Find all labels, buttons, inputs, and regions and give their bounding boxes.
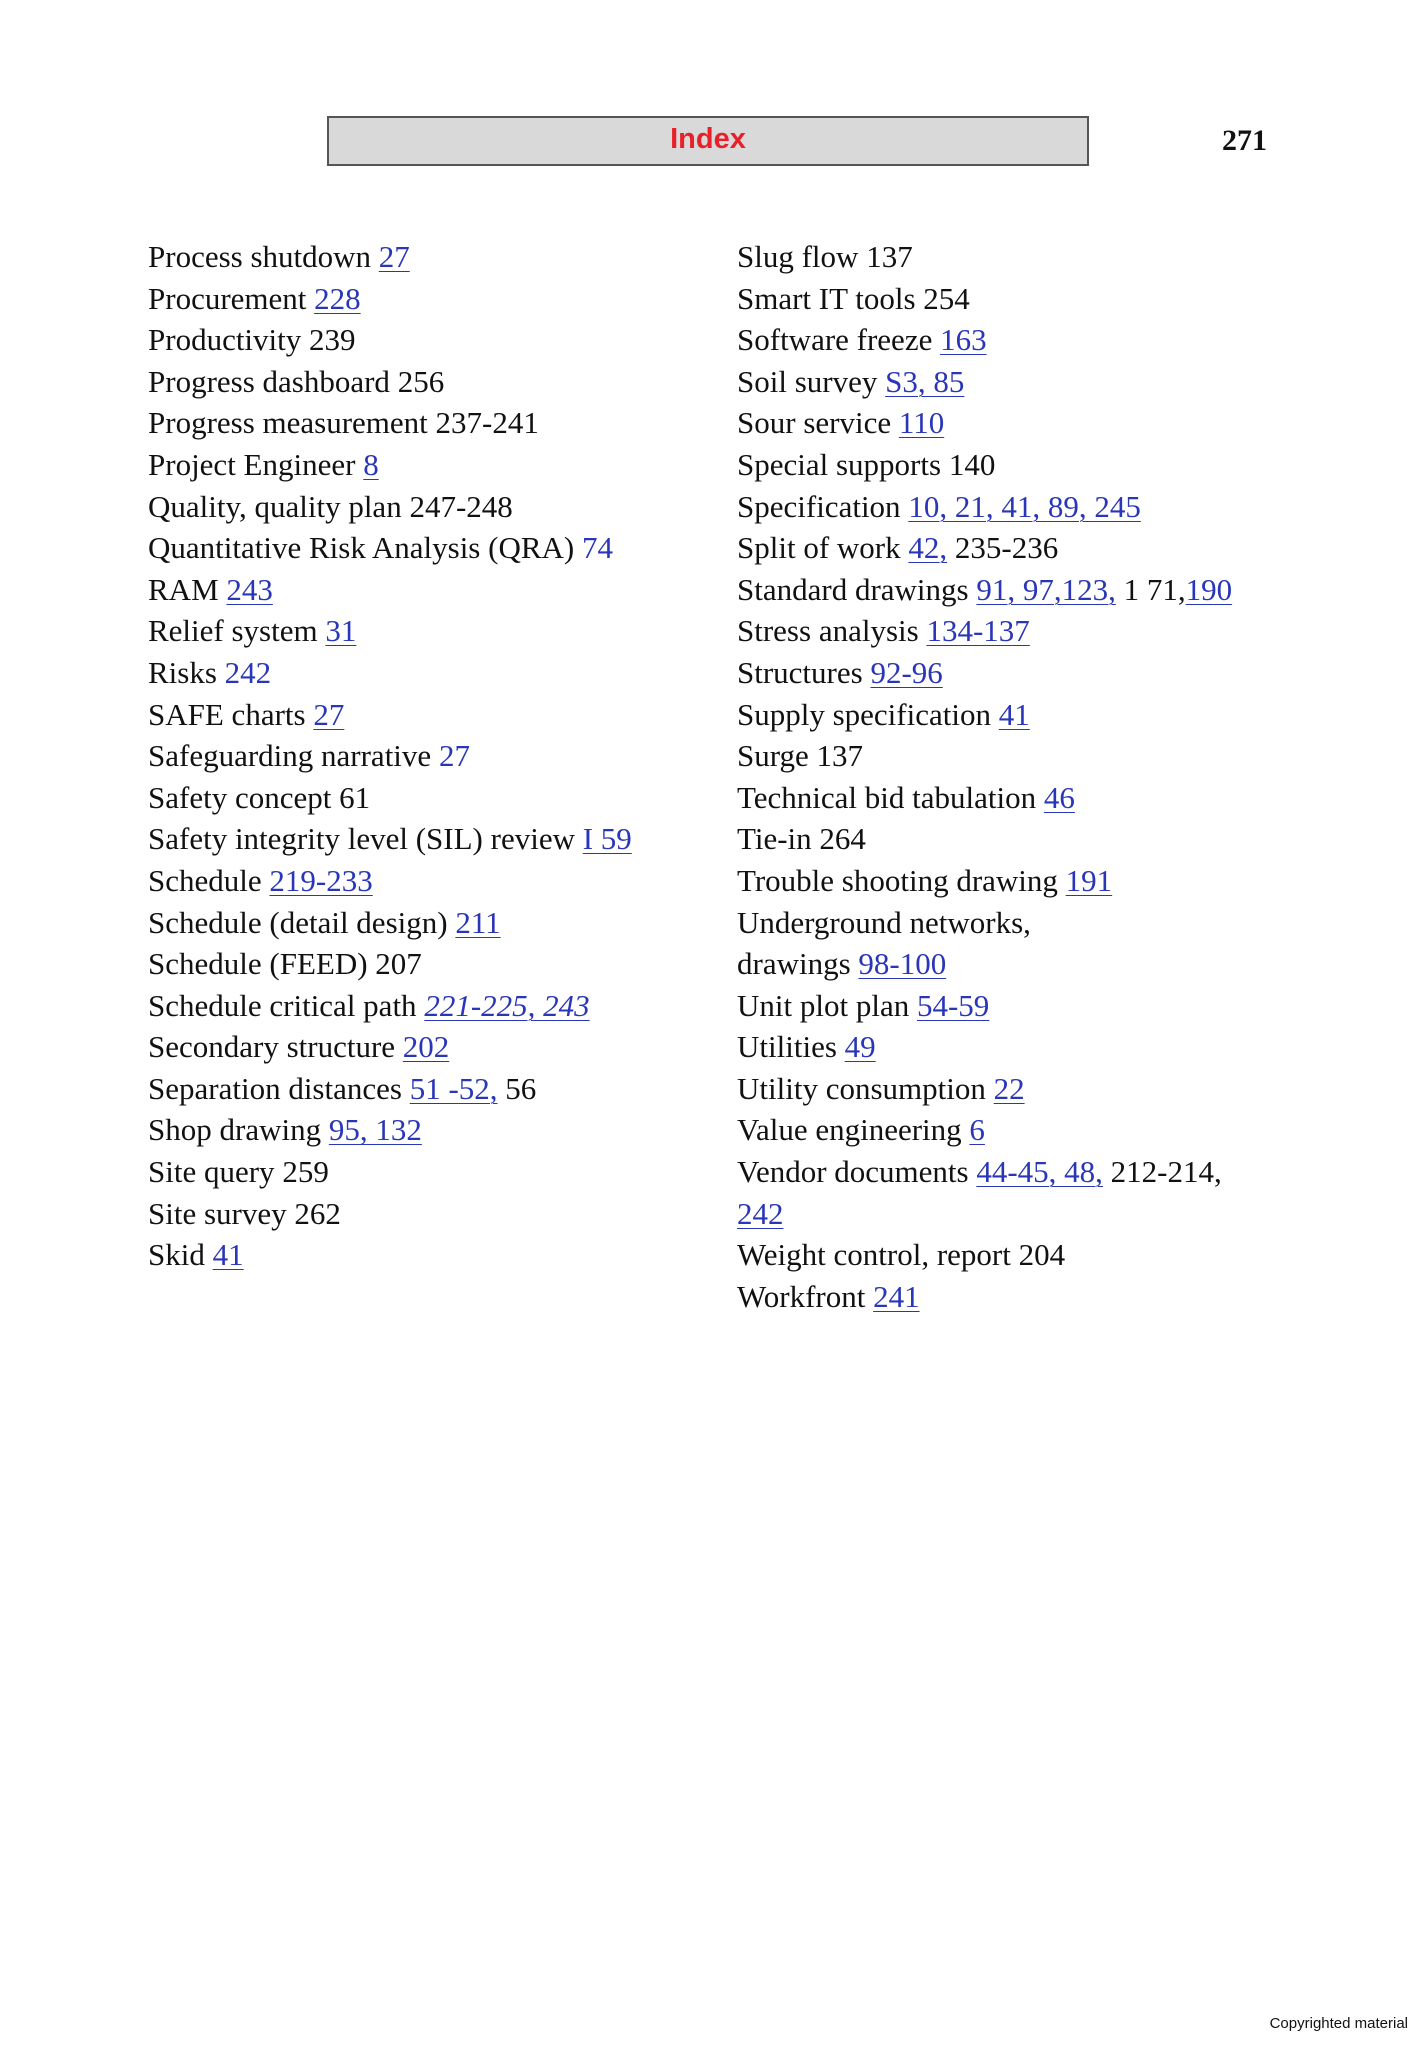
index-term: Secondary structure <box>148 1029 396 1065</box>
page-number: 271 <box>1222 124 1267 157</box>
index-term: SAFE charts <box>148 696 306 732</box>
index-term: Schedule (detail design) <box>148 904 448 940</box>
index-entry <box>148 1234 708 1276</box>
index-term: Trouble shooting drawing <box>737 862 1058 898</box>
index-entry <box>148 652 708 694</box>
index-entry <box>148 486 708 528</box>
index-entry <box>737 652 1337 694</box>
page-ref-link[interactable]: 42, <box>908 530 948 566</box>
page-ref: 242 <box>224 654 272 690</box>
page-ref-link[interactable]: 91, 97,123, <box>976 571 1116 607</box>
index-term: Vendor documents <box>737 1154 969 1190</box>
page-ref-link[interactable]: 202 <box>402 1029 450 1065</box>
page-ref-link[interactable]: 49 <box>844 1029 876 1065</box>
index-term: Skid <box>148 1237 205 1273</box>
index-entry <box>737 860 1337 902</box>
index-entry <box>148 860 708 902</box>
index-entry <box>148 319 708 361</box>
index-term: Process shutdown <box>148 239 372 274</box>
index-term: Smart IT tools <box>737 280 916 316</box>
page-ref: 212-214, <box>1110 1154 1222 1190</box>
index-column-left <box>148 236 708 1276</box>
index-term: Slug flow <box>737 239 859 274</box>
index-entry <box>737 1151 1337 1234</box>
index-term: Workfront <box>737 1278 866 1314</box>
page-ref: 256 <box>397 363 445 399</box>
page-ref-link[interactable]: 163 <box>940 322 987 358</box>
index-term: Schedule (FEED) <box>148 946 368 982</box>
index-term: Utility consumption <box>737 1070 986 1106</box>
index-entry <box>737 1276 1337 1318</box>
index-entry <box>148 569 708 611</box>
page-ref: 27 <box>438 738 470 774</box>
page-ref-link[interactable]: I 59 <box>582 821 632 857</box>
index-entry <box>737 694 1337 736</box>
index-entry <box>737 1109 1337 1151</box>
index-entry <box>737 1068 1337 1110</box>
page-ref-link[interactable]: 22 <box>993 1070 1025 1106</box>
index-entry <box>737 735 1337 777</box>
index-entry <box>148 943 708 985</box>
index-entry <box>737 610 1337 652</box>
page-ref: 254 <box>923 280 970 316</box>
index-term: Underground networks, <box>737 904 1031 940</box>
index-term: Split of work <box>737 530 901 566</box>
index-entry <box>148 1026 708 1068</box>
index-entry <box>737 985 1337 1027</box>
index-entry <box>737 486 1337 528</box>
index-term: Software freeze <box>737 322 933 358</box>
index-entry <box>737 1234 1337 1276</box>
page-ref-link[interactable]: 134-137 <box>926 613 1030 649</box>
index-entry <box>148 985 708 1027</box>
index-entry <box>148 735 708 777</box>
index-term: Weight control, report <box>737 1237 1011 1273</box>
page-ref: 262 <box>294 1195 341 1231</box>
index-entry <box>737 818 1337 860</box>
index-term: Tie-in <box>737 821 812 857</box>
index-entry <box>148 1109 708 1151</box>
running-header-box <box>327 116 1089 166</box>
index-entry <box>148 444 708 486</box>
page-ref: 237-241 <box>435 405 539 441</box>
page-ref-link[interactable]: 190 <box>1185 571 1233 607</box>
section-title: Index <box>670 122 746 155</box>
page-ref: 204 <box>1018 1237 1066 1273</box>
index-entry <box>148 1193 708 1235</box>
index-entry <box>148 1151 708 1193</box>
index-entry <box>148 818 708 860</box>
page-ref-link[interactable]: 46 <box>1043 779 1075 815</box>
index-term: Safety integrity level (SIL) review <box>148 821 575 857</box>
page-ref: 137 <box>816 738 864 774</box>
page-ref-link[interactable]: S3, 85 <box>885 363 965 399</box>
index-term: Special supports <box>737 446 942 482</box>
index-term: Procurement <box>148 280 307 316</box>
page-ref-link[interactable]: 242 <box>737 1195 784 1231</box>
index-entry <box>737 569 1337 611</box>
index-term: Structures <box>737 654 863 690</box>
page-ref-link[interactable]: 27 <box>313 696 345 732</box>
page-ref-link[interactable]: 241 <box>873 1278 920 1314</box>
page-ref: 235-236 <box>954 530 1059 566</box>
index-entry <box>148 402 708 444</box>
index-term: Site survey <box>148 1195 287 1231</box>
index-term: Surge <box>737 738 809 774</box>
page-ref: 264 <box>819 821 866 857</box>
index-term: Soil survey <box>737 363 878 399</box>
index-term: Shop drawing <box>148 1112 322 1148</box>
page-ref-link[interactable]: 211 <box>455 904 501 940</box>
index-term: Progress dashboard <box>148 363 390 399</box>
page-ref-link[interactable]: 191 <box>1065 862 1113 898</box>
page-ref-link[interactable]: 98-100 <box>858 946 947 982</box>
page-ref-link[interactable]: 243 <box>226 571 273 607</box>
page-ref-link[interactable]: 92-96 <box>870 654 943 690</box>
index-term: Safeguarding narrative <box>148 738 432 774</box>
index-term: Unit plot plan <box>737 987 910 1023</box>
page-ref: 247-248 <box>409 488 513 524</box>
page-ref: 259 <box>282 1154 329 1190</box>
page-ref: 140 <box>948 446 996 482</box>
index-term: Site query <box>148 1154 275 1190</box>
index-entry <box>737 236 1337 278</box>
index-term: Quality, quality plan <box>148 488 402 524</box>
index-term: Schedule <box>148 862 262 898</box>
index-entry <box>737 319 1337 361</box>
index-entry <box>148 236 708 278</box>
index-entry <box>737 1026 1337 1068</box>
page-ref-link[interactable]: 31 <box>325 613 357 649</box>
index-term: Quantitative Risk Analysis (QRA) <box>148 530 575 566</box>
page-ref-link[interactable]: 6 <box>969 1112 985 1148</box>
index-term: RAM <box>148 571 219 607</box>
index-entry <box>737 278 1337 320</box>
index-term: Supply specification <box>737 696 991 732</box>
copyright-notice: Copyrighted material <box>1269 2015 1408 2032</box>
index-entry <box>737 402 1337 444</box>
page-ref: 61 <box>339 779 371 815</box>
index-term: Sour service <box>737 405 892 441</box>
index-entry <box>737 361 1337 403</box>
index-term: Safety concept <box>148 779 332 815</box>
page-ref: 1 71, <box>1123 571 1186 607</box>
page-ref-link[interactable]: 41 <box>998 696 1030 732</box>
page-ref-link[interactable]: 110 <box>898 405 945 441</box>
index-term: Standard drawings <box>737 571 969 607</box>
index-entry <box>148 527 708 569</box>
page-ref-link[interactable]: 221-225, 243 <box>424 987 590 1023</box>
index-term: Stress analysis <box>737 613 919 649</box>
page-ref-link[interactable]: 44-45, 48, <box>976 1154 1103 1190</box>
index-term: Risks <box>148 654 217 690</box>
index-term: Specification <box>737 488 901 524</box>
index-term: Project Engineer <box>148 446 356 482</box>
page-ref-link[interactable]: 41 <box>212 1237 244 1273</box>
index-term: Utilities <box>737 1029 837 1065</box>
page-ref-link[interactable]: 27 <box>378 239 410 274</box>
index-entry <box>737 527 1337 569</box>
index-entry <box>737 902 1337 985</box>
index-term: Separation distances <box>148 1070 402 1106</box>
index-term: Progress measurement <box>148 405 428 441</box>
index-entry <box>148 1068 708 1110</box>
page-ref-link[interactable]: 8 <box>363 446 379 482</box>
page-ref: 207 <box>375 946 422 982</box>
page-ref-link[interactable]: 10, 21, 41, 89, 245 <box>908 488 1141 524</box>
index-entry <box>148 361 708 403</box>
index-entry <box>737 777 1337 819</box>
index-term-continued: drawings <box>737 946 851 982</box>
page-ref: 74 <box>581 530 613 566</box>
index-term: Technical bid tabulation <box>737 779 1037 815</box>
index-term: Relief system <box>148 613 318 649</box>
page-ref-link[interactable]: 219-233 <box>269 862 373 898</box>
index-entry <box>148 694 708 736</box>
page-ref: 137 <box>866 239 913 274</box>
index-entry <box>148 902 708 944</box>
index-entry <box>148 610 708 652</box>
index-entry <box>737 444 1337 486</box>
index-term: Schedule critical path <box>148 987 417 1023</box>
index-entry <box>148 278 708 320</box>
page-ref-link[interactable]: 51 -52, <box>409 1070 498 1106</box>
page-ref: 56 <box>505 1070 537 1106</box>
page-ref: 239 <box>309 322 356 358</box>
page-ref-link[interactable]: 95, 132 <box>328 1112 422 1148</box>
index-column-right <box>737 236 1337 1317</box>
index-entry <box>148 777 708 819</box>
page-ref-link[interactable]: 228 <box>314 280 361 316</box>
page-ref-link[interactable]: 54-59 <box>916 987 990 1023</box>
index-term: Productivity <box>148 322 302 358</box>
index-term: Value engineering <box>737 1112 962 1148</box>
